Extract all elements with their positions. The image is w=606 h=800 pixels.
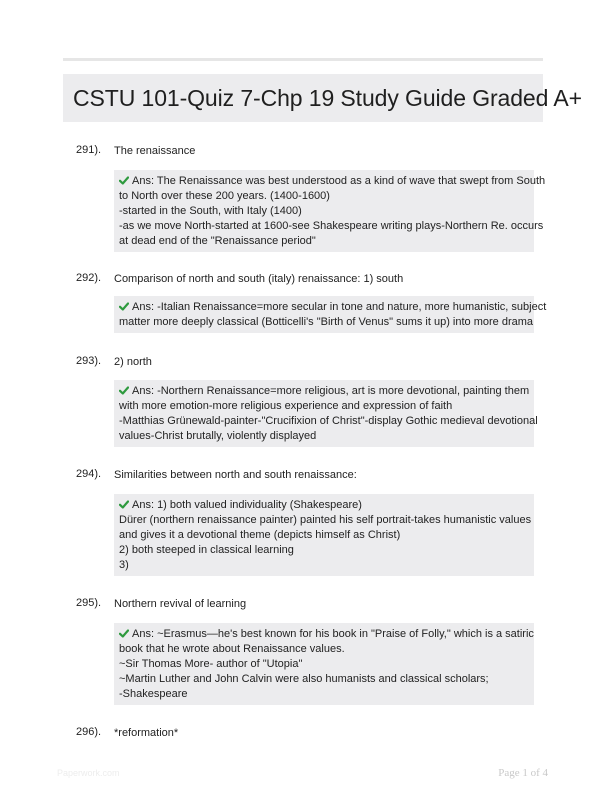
- question-text: Similarities between north and south renaissance:: [114, 469, 357, 481]
- answer-box: [114, 494, 534, 576]
- answer-line: with more emotion-more religious experience and expression of faith: [119, 400, 453, 412]
- question-number: 296).: [76, 726, 102, 738]
- answer-line: 2) both steeped in classical learning: [119, 544, 294, 556]
- answer-line: to North over these 200 years. (1400-1600): [119, 190, 330, 202]
- answer-line: 3): [119, 559, 129, 571]
- question-text: Northern revival of learning: [114, 598, 247, 610]
- answer-line: Ans: -Northern Renaissance=more religious, art is more devotional, painting them: [119, 384, 530, 399]
- question-number: 295).: [76, 597, 102, 609]
- check-icon: [119, 629, 129, 638]
- answer-line: -as we move North-started at 1600-see Shakespeare writing plays-Northern Re. occurs: [119, 220, 544, 232]
- question-number: 293).: [76, 355, 102, 367]
- page-indicator: Page 1 of 4: [498, 767, 548, 779]
- answer-line: ~Sir Thomas More- author of "Utopia": [119, 658, 303, 670]
- answer-line: matter more deeply classical (Botticelli's "Birth of Venus" sums it up) into more drama: [119, 316, 534, 328]
- qa-item-292: [76, 272, 547, 328]
- answer-line: book that he wrote about Renaissance values.: [119, 643, 345, 655]
- footer-watermark: Paperwork.com: [57, 768, 120, 778]
- title-bar: [63, 74, 582, 122]
- question-number: 291).: [76, 144, 102, 156]
- question-number: 294).: [76, 468, 102, 480]
- qa-item-295: [76, 597, 536, 700]
- answer-box: [114, 296, 547, 333]
- question-text: 2) north: [114, 356, 152, 368]
- answer-line: -Matthias Grünewald-painter-"Crucifixion of Christ"-display Gothic medieval devotional: [119, 415, 538, 427]
- answer-line: ~Martin Luther and John Calvin were also humanists and classical scholars;: [119, 673, 489, 685]
- answer-line: and gives it a devotional theme (depicts himself as Christ): [119, 529, 401, 541]
- question-number: 292).: [76, 272, 102, 284]
- answer-line: Dürer (northern renaissance painter) painted his self portrait-takes humanistic values: [119, 514, 532, 526]
- answer-line: at dead end of the "Renaissance period": [119, 235, 316, 247]
- qa-item-293: [76, 355, 538, 442]
- qa-item-294: [76, 468, 536, 571]
- answer-line: values-Christ brutally, violently displayed: [119, 430, 317, 442]
- answer-box: [114, 623, 534, 705]
- answer-box: [114, 170, 546, 252]
- document-title: CSTU 101-Quiz 7-Chp 19 Study Guide Graded A+: [73, 84, 582, 111]
- qa-item-296: [76, 726, 536, 746]
- question-text: *reformation*: [114, 727, 179, 739]
- check-icon: [119, 500, 129, 509]
- answer-line: Ans: 1) both valued individuality (Shakespeare): [119, 498, 530, 513]
- answer-line: Ans: -Italian Renaissance=more secular in tone and nature, more humanistic, subject: [119, 300, 530, 315]
- answer-line: Ans: ~Erasmus—he's best known for his book in "Praise of Folly," which is a satiric: [119, 627, 530, 642]
- answer-line: -started in the South, with Italy (1400): [119, 205, 302, 217]
- answer-line: Ans: The Renaissance was best understood as a kind of wave that swept from South: [119, 174, 530, 189]
- check-icon: [119, 386, 129, 395]
- question-text: The renaissance: [114, 145, 196, 157]
- top-divider: [63, 58, 543, 61]
- qa-item-291: [76, 144, 546, 247]
- answer-line: -Shakespeare: [119, 688, 188, 700]
- check-icon: [119, 302, 129, 311]
- question-text: Comparison of north and south (italy) renaissance: 1) south: [114, 273, 404, 285]
- answer-box: [114, 380, 538, 447]
- check-icon: [119, 176, 129, 185]
